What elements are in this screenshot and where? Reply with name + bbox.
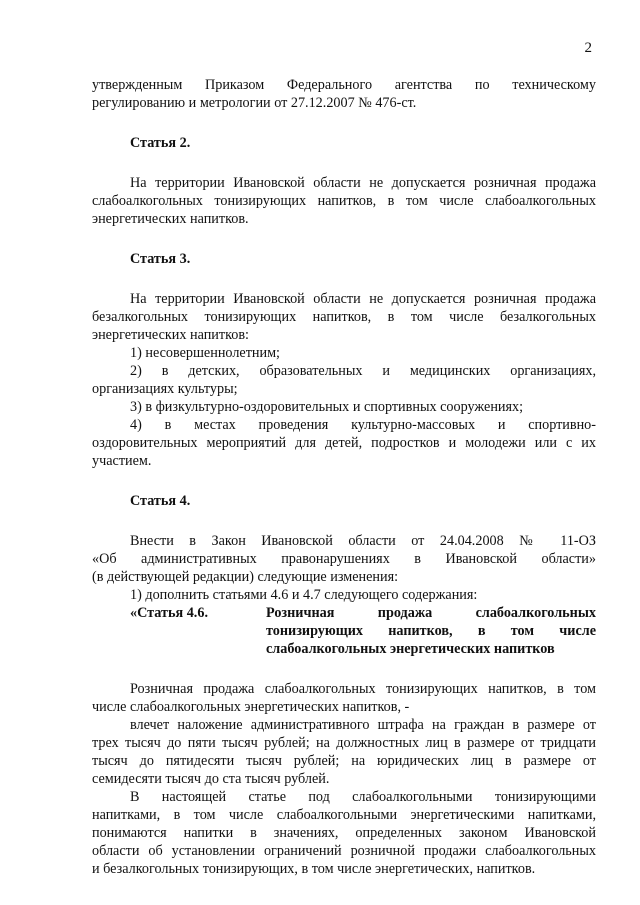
article-3-item: 1) несовершеннолетним; (130, 345, 281, 361)
new-article-text: трех тысяч до пяти тысяч рублей; на должностных лиц в размере от тридцати (92, 735, 596, 751)
new-article-text: области об установлении ограничений розничной продажи слабоалкогольных (92, 843, 596, 859)
article-3-line: На территории Ивановской области не допускается розничная продажа (130, 291, 596, 307)
new-article-heading (92, 604, 596, 658)
new-article-text: В настоящей статье под слабоалкогольными тонизирующими (130, 789, 596, 805)
new-article-title-line: тонизирующих напитков, в том числе (266, 623, 596, 639)
article-4-item: 1) дополнить статьями 4.6 и 4.7 следующего содержания: (130, 587, 478, 603)
article-3-item: 4) в местах проведения культурно-массовых и спортивно- (130, 417, 596, 433)
article-4-line: «Об административных правонарушениях в Ивановской области» (92, 551, 596, 567)
article-3-item: 3) в физкультурно-оздоровительных и спортивных сооружениях; (130, 399, 524, 415)
article-4-line: Внести в Закон Ивановской области от 24.04.2008 № 11-ОЗ (130, 533, 596, 549)
article-3-item: организациях культуры; (92, 381, 238, 397)
new-article-text: напитками, в том числе слабоалкогольными энергетическими напитками, (92, 807, 596, 823)
article-3-line: энергетических напитков: (92, 327, 249, 343)
article-2-line: энергетических напитков. (92, 211, 249, 227)
article-2-heading: Статья 2. (130, 135, 191, 151)
article-3-line: безалкогольных тонизирующих напитков, в том числе безалкогольных (92, 309, 596, 325)
new-article-text: влечет наложение административного штрафа на граждан в размере от (130, 717, 596, 733)
new-article-text: тысяч до пятидесяти тысяч рублей; на юридических лиц в размере от (92, 753, 596, 769)
new-article-text: и безалкогольных тонизирующих, в том числе энергетических, напитков. (92, 861, 536, 877)
article-4-line: (в действующей редакции) следующие изменения: (92, 569, 399, 585)
article-3-item: 2) в детских, образовательных и медицинских организациях, (130, 363, 596, 379)
new-article-title (266, 604, 596, 658)
article-3-item: оздоровительных мероприятий для детей, подростков и молодежи или с их (92, 435, 596, 451)
article-2-line: слабоалкогольных тонизирующих напитков, в том числе слабоалкогольных (92, 193, 596, 209)
article-4-heading: Статья 4. (130, 493, 191, 509)
article-3-heading: Статья 3. (130, 251, 191, 267)
intro-line: регулированию и метрологии от 27.12.2007 № 476-ст. (92, 95, 417, 111)
new-article-text: Розничная продажа слабоалкогольных тонизирующих напитков, в том (130, 681, 596, 697)
intro-line: утвержденным Приказом Федерального агентства по техническому (92, 77, 596, 93)
new-article-label: «Статья 4.6. (130, 605, 208, 621)
new-article-title-line: Розничная продажа слабоалкогольных (266, 605, 596, 621)
article-2-line: На территории Ивановской области не допускается розничная продажа (130, 175, 596, 191)
new-article-text: числе слабоалкогольных энергетических напитков, - (92, 699, 410, 715)
new-article-text: семидесяти тысяч до ста тысяч рублей. (92, 771, 330, 787)
new-article-title-line: слабоалкогольных энергетических напитков (266, 641, 555, 657)
page-number: 2 (584, 40, 592, 56)
article-3-item: участием. (92, 453, 152, 469)
document-body (92, 76, 596, 878)
new-article-text: понимаются напитки в значениях, определенных законом Ивановской (92, 825, 596, 841)
